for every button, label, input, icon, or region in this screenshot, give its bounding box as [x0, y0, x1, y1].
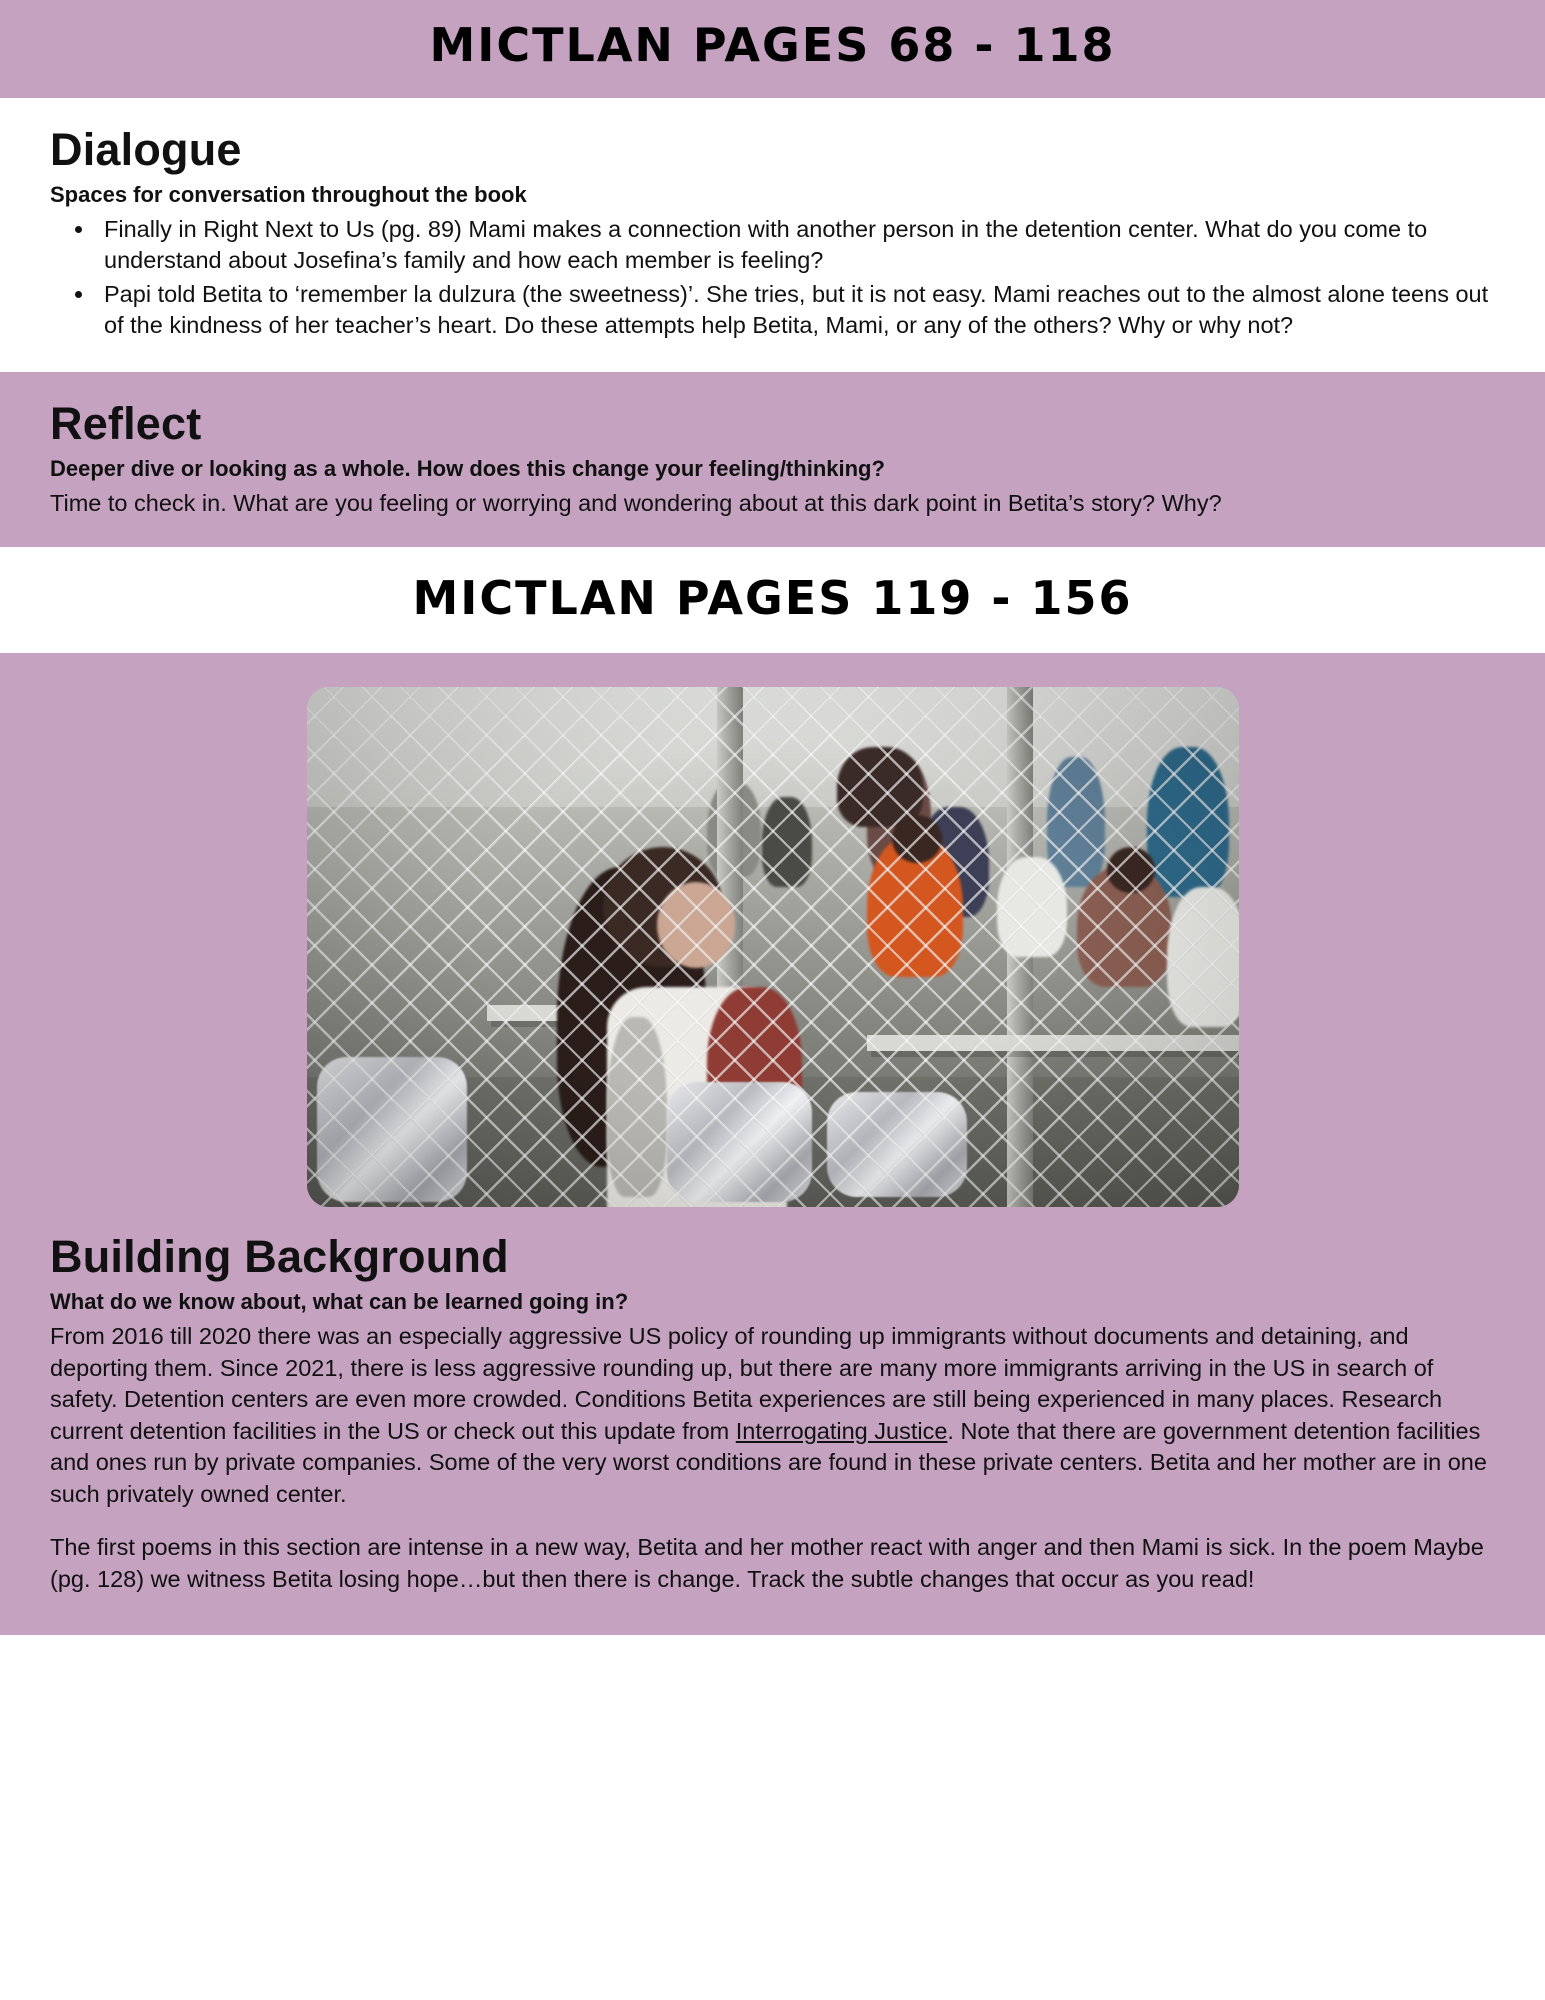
- photo-vignette: [307, 687, 1239, 1207]
- banner-title-top: MICTLAN PAGES 68 - 118: [429, 18, 1116, 72]
- paragraph: [50, 1321, 1495, 1510]
- interrogating-justice-link[interactable]: Interrogating Justice: [735, 1417, 948, 1444]
- paragraph: The first poems in this section are intense in a new way, Betita and her mother react with anger and then Mami is sick. In the poem Maybe (pg. 128) we witness Betita losing hope…but then there is change. Track the subtle changes that occur as you read!: [50, 1534, 1484, 1592]
- banner-mictlan-68-118: [0, 0, 1545, 98]
- banner-title-middle: MICTLAN PAGES 119 - 156: [412, 571, 1133, 626]
- list-item: • Finally in Right Next to Us (pg. 89) Mami makes a connection with another person in the detention center. What do you come to understand about Josefina’s family and how each member is feeling?: [96, 214, 1495, 277]
- photo-section: [0, 653, 1545, 1213]
- building-background-title: Building Background: [50, 1231, 509, 1283]
- banner-mictlan-119-156: [0, 547, 1545, 653]
- dialogue-bullet-list: [50, 214, 1495, 342]
- building-background-body: [50, 1321, 1495, 1595]
- reflect-title: Reflect: [50, 397, 202, 449]
- reflect-subtitle: Deeper dive or looking as a whole. How does this change your feeling/thinking?: [50, 455, 885, 481]
- dialogue-subtitle: Spaces for conversation throughout the book: [50, 182, 527, 207]
- paragraph-text-part2: . Note that there are government detention facilities and ones run by private companies. Some of the very worst conditions are found in these private centers. Betita and her mother are in one such privately owned center.: [50, 1417, 1487, 1507]
- list-item: • Papi told Betita to ‘remember la dulzura (the sweetness)’. She tries, but it is not easy. Mami reaches out to the almost alone teens out of the kindness of her teacher’s heart. Do these attempts help Betita, Mami, or any of the others? Why or why not?: [96, 279, 1495, 342]
- section-building-background: [0, 1213, 1545, 1635]
- section-reflect: [0, 372, 1545, 547]
- dialogue-title: Dialogue: [50, 124, 242, 175]
- reflect-body: Time to check in. What are you feeling or worrying and wondering about at this dark point in Betita’s story? Why?: [50, 489, 1222, 516]
- building-background-subtitle: What do we know about, what can be learned going in?: [50, 1289, 629, 1315]
- detention-center-photo: [307, 687, 1239, 1207]
- section-dialogue: [0, 98, 1545, 372]
- paragraph-text-part1: From 2016 till 2020 there was an especially aggressive US policy of rounding up immigrants without documents and detaining, and deporting them. Since 2021, there is less aggressive rounding up, but there are many more immigrants arriving in the US in search of safety. Detention centers are even more crowded. Conditions Betita experiences are still being experienced in many places. Research current detention facilities in the US or check out this update from: [50, 1323, 1443, 1444]
